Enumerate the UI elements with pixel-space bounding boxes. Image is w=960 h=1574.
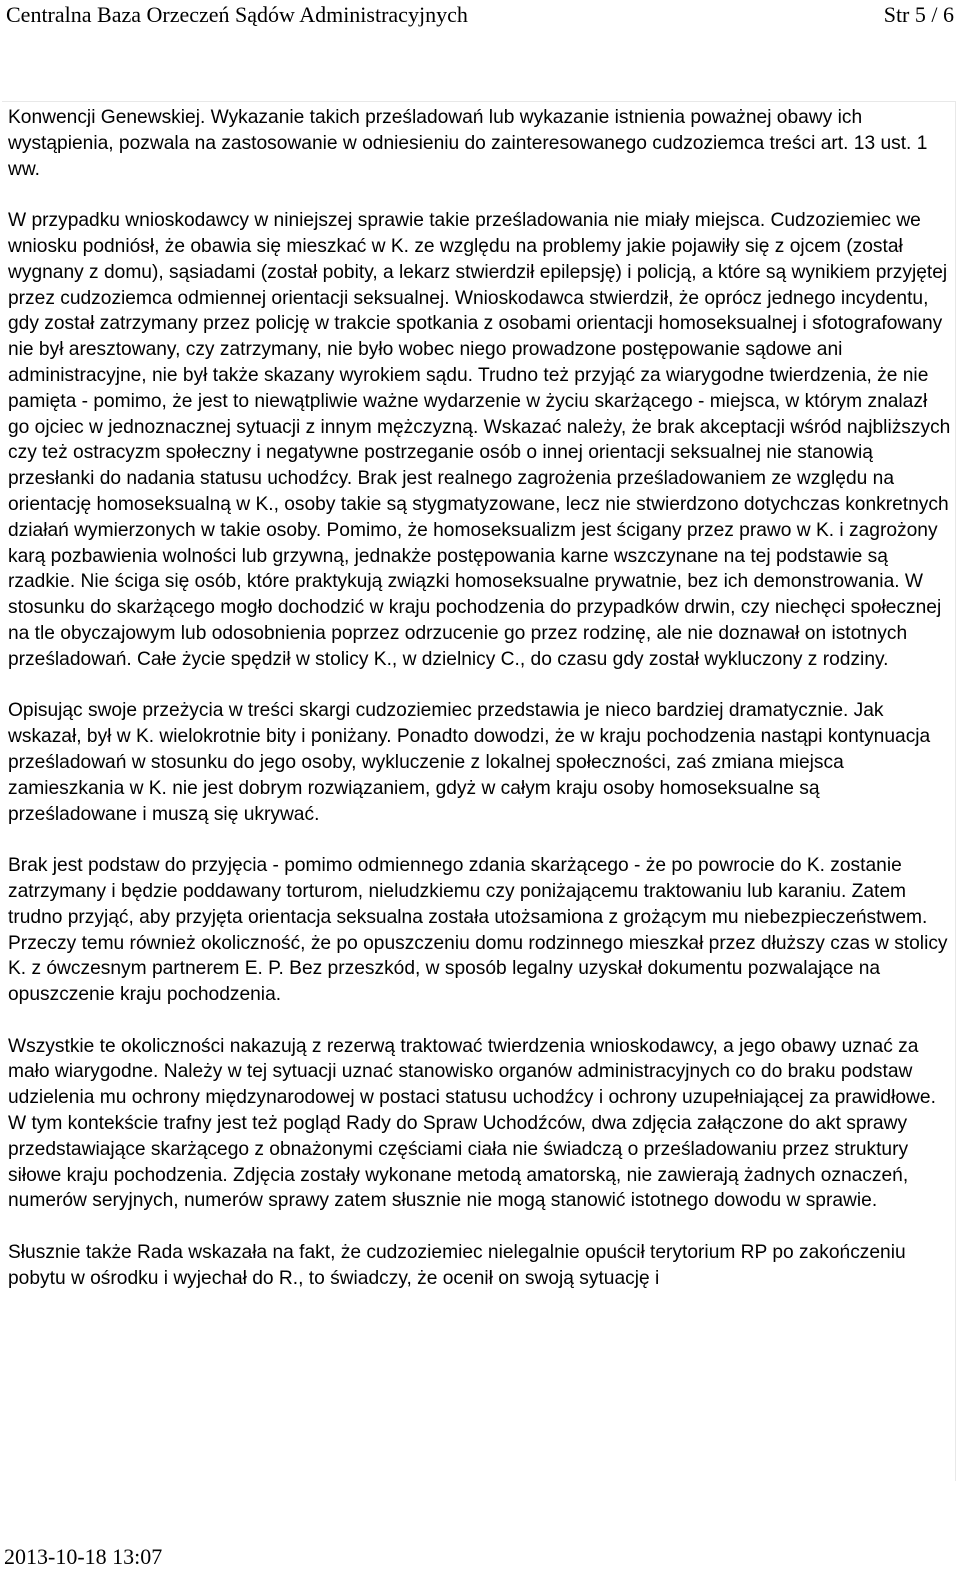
paragraph: Konwencji Genewskiej. Wykazanie takich prześladowań lub wykazanie istnienia poważnej obawy ich wystąpienia, pozwala na zastosowanie w odniesieniu do zainteresowanego cudzoziemca treści art. 13 ust. 1 ww. bbox=[8, 107, 928, 180]
paragraph: Słusznie także Rada wskazała na fakt, że cudzoziemiec nielegalnie opuścił terytorium RP po zakończeniu pobytu w ośrodku i wyjechał do R., to świadczy, że ocenił on swoją sytuację i bbox=[8, 1242, 906, 1289]
document-source-title: Centralna Baza Orzeczeń Sądów Administracyjnych bbox=[6, 2, 468, 27]
paragraph: Opisując swoje przeżycia w treści skargi cudzoziemiec przedstawia je nieco bardziej dramatycznie. Jak wskazał, był w K. wielokrotnie bity i poniżany. Ponadto dowodzi, że w kraju pochodzenia nastąpi kontynuacja prześladowań w stosunku do jego osoby, wykluczenie z lokalnej społeczności, zaś zmiana miejsca zamieszkania w K. nie jest dobrym rozwiązaniem, gdyż w całym kraju osoby homoseksualne są prześladowane i muszą się ukrywać. bbox=[8, 700, 931, 825]
judgment-text bbox=[8, 105, 952, 1477]
print-timestamp: 2013-10-18 13:07 bbox=[4, 1544, 163, 1569]
paragraph: Wszystkie te okoliczności nakazują z rezerwą traktować twierdzenia wnioskodawcy, a jego obawy uznać za mało wiarygodne. Należy w tej sytuacji uznać stanowisko organów administracyjnych co do braku podstaw udzielenia mu ochrony międzynarodowej w postaci statusu uchodźcy i ochrony uzupełniającej za prawidłowe. W tym kontekście trafny jest też pogląd Rady do Spraw Uchodźców, dwa zdjęcia załączone do akt sprawy przedstawiające skarżącego z obnażonymi częściami ciała nie świadczą o prześladowaniu przez struktury siłowe kraju pochodzenia. Zdjęcia zostały wykonane metodą amatorską, nie zawierają żadnych oznaczeń, numerów seryjnych, numerów sprawy zatem słusznie nie mogą stanowić istotnego dowodu w sprawie. bbox=[8, 1035, 936, 1212]
page-number: Str 5 / 6 bbox=[883, 2, 954, 27]
paragraph: Brak jest podstaw do przyjęcia - pomimo odmiennego zdania skarżącego - że po powrocie do K. zostanie zatrzymany i będzie poddawany torturom, nieludzkiemu czy poniżającemu traktowaniu lub karaniu. Zatem trudno przyjąć, aby przyjęta orientacja seksualna została utożsamiona z grożącym mu niebezpieczeństwem. Przeczy temu również okoliczność, że po opuszczeniu domu rodzinnego mieszkał przez dłuższy czas w stolicy K. z ówczesnym partnerem E. P. Bez przeszkód, w sposób legalny uzyskał dokumentu pozwalające na opuszczenie kraju pochodzenia. bbox=[8, 855, 948, 1006]
paragraph: W przypadku wnioskodawcy w niniejszej sprawie takie prześladowania nie miały miejsca. Cudzoziemiec we wniosku podniósł, że obawia się mieszkać w K. ze względu na problemy jakie pojawiły się z ojcem (został wygnany z domu), sąsiadami (został pobity, a lekarz stwierdził epilepsję) i policją, a które są wynikiem przyjętej przez cudzoziemca odmiennej orientacji seksualnej. Wnioskodawca stwierdził, że oprócz jednego incydentu, gdy został zatrzymany przez policję w trakcie spotkania z osobami orientacji homoseksualnej i sfotografowany nie był aresztowany, czy zatrzymany, nie było wobec niego prowadzone postępowanie sądowe ani administracyjne, nie był także skazany wyrokiem sądu. Trudno też przyjąć za wiarygodne twierdzenia, że nie pamięta - pomimo, że jest to niewątpliwie ważne wydarzenie w życiu skarżącego - miejsca, w którym znalazł go ojciec w jednoznacznej sytuacji z innym mężczyzną. Wskazać należy, że brak akceptacji wśród najbliższych czy też ostracyzm społeczny i negatywne postrzeganie osób o innej orientacji seksualnej nie stanowią przesłanki do nadania statusu uchodźcy. Brak jest realnego zagrożenia prześladowaniem ze względu na orientację homoseksualną w K., osoby takie są stygmatyzowane, lecz nie stwierdzono dotychczas konkretnych działań wymierzonych w takie osoby. Pomimo, że homoseksualizm jest ścigany przez prawo w K. i zagrożony karą pozbawienia wolności lub grzywną, jednakże postępowania karne wszczynane na tej podstawie są rzadkie. Nie ściga się osób, które praktykują związki homoseksualne prywatnie, bez ich demonstrowania. W stosunku do skarżącego mogło dochodzić w kraju pochodzenia do przypadków drwin, czy niechęci społecznej na tle obyczajowym lub odosobnienia poprzez odrzucenie go przez rodzinę, ale nie doznawał on istotnych prześladowań. Całe życie spędził w stolicy K., w dzielnicy C., do czasu gdy został wykluczony z rodziny. bbox=[8, 210, 951, 670]
page-header bbox=[0, 0, 960, 40]
